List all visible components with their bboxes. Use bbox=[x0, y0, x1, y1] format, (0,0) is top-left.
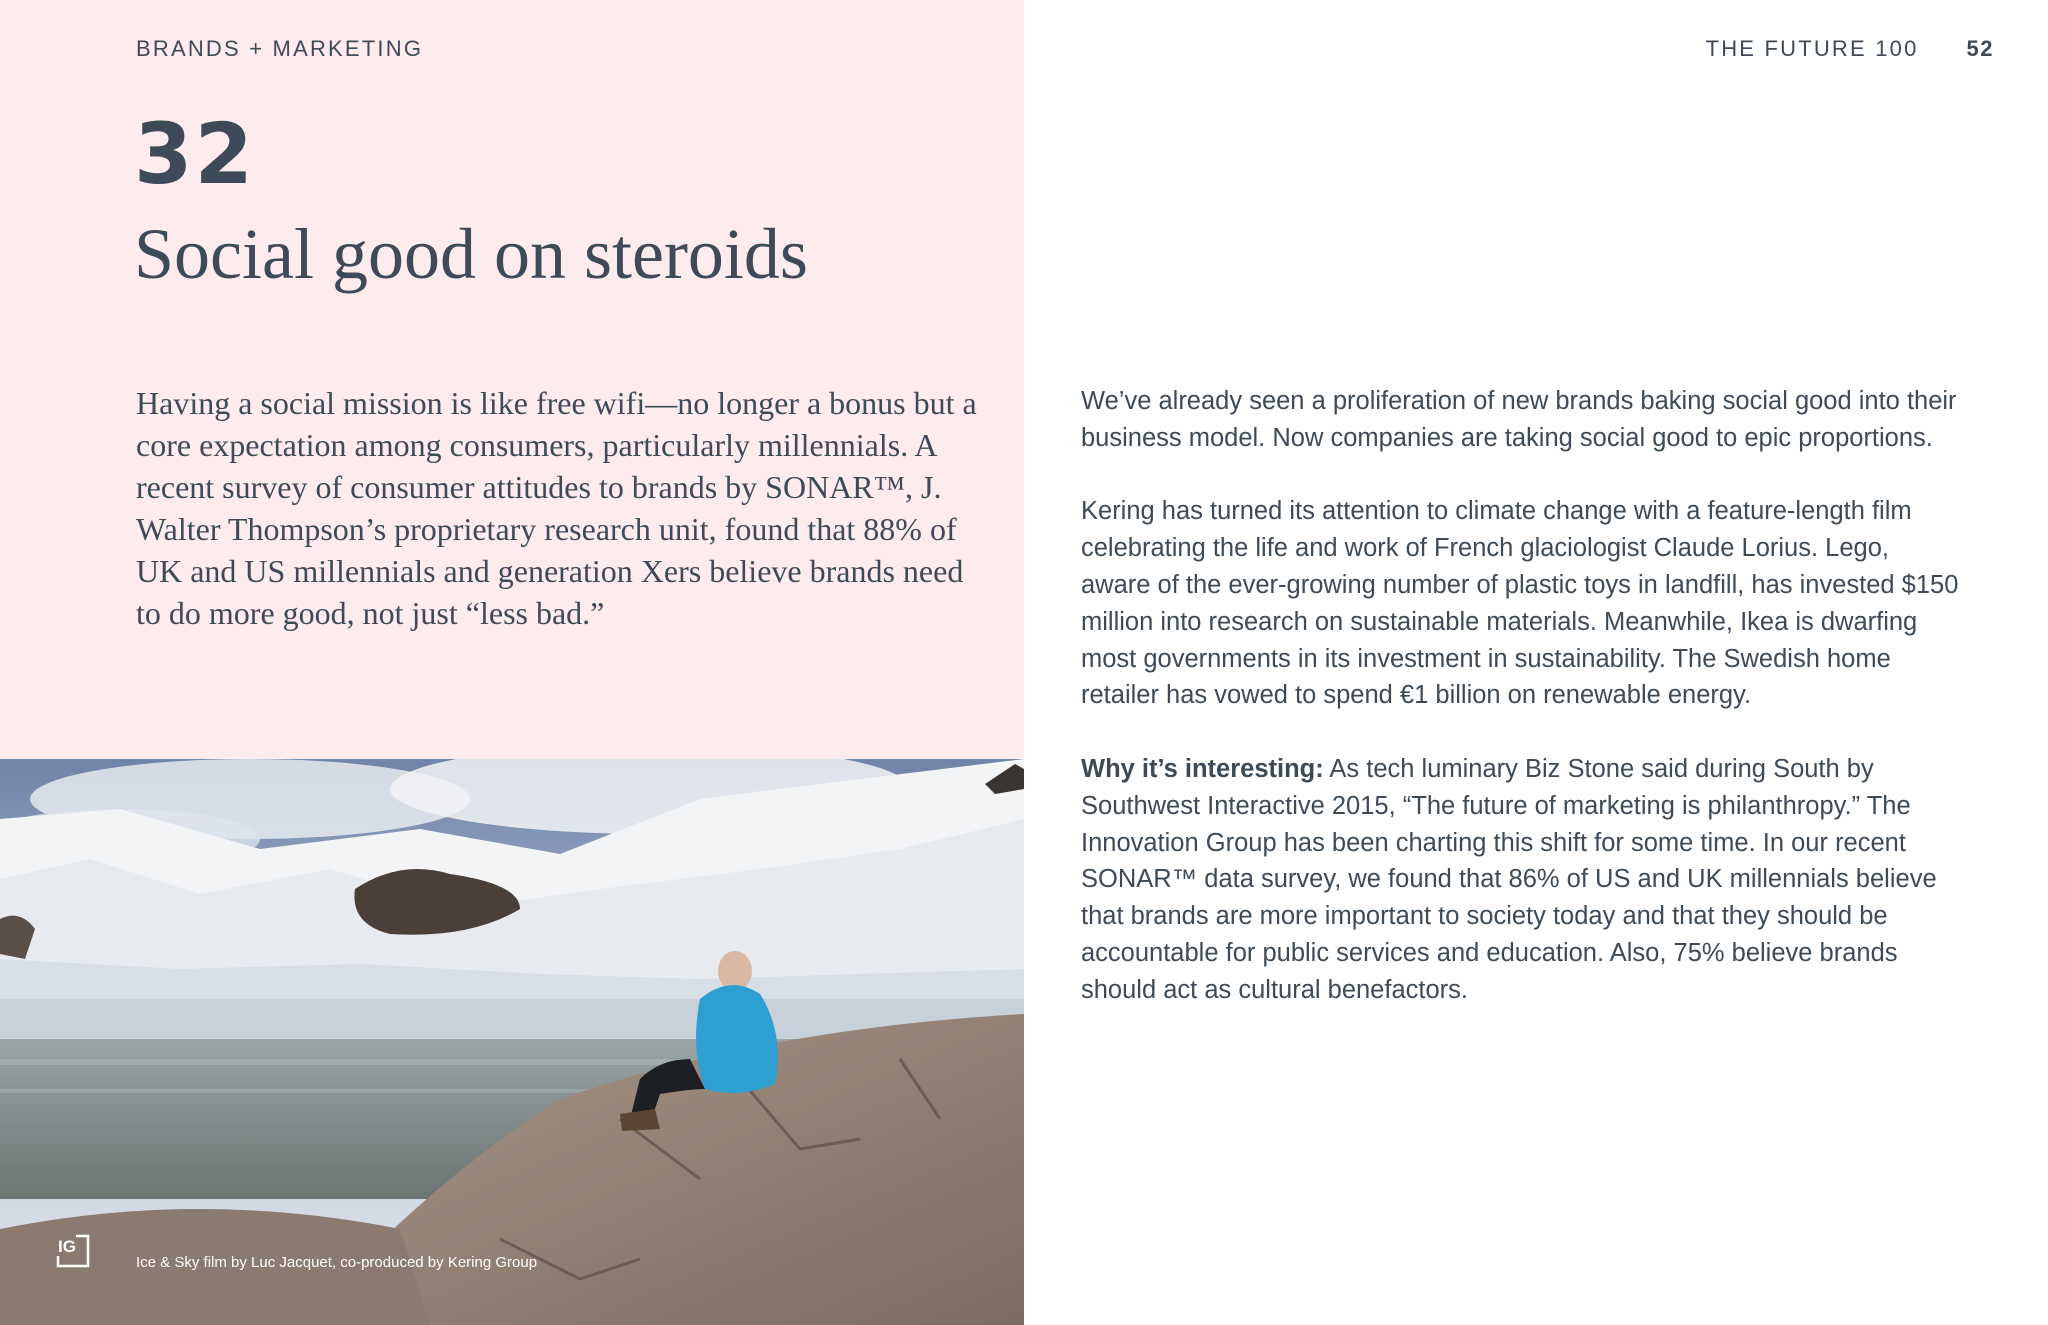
publication-title: THE FUTURE 100 bbox=[1705, 36, 1919, 61]
why-interesting-text: As tech luminary Biz Stone said during South by Southwest Interactive 2015, “The future of marketing is philanthropy.” The Innovation Group has been charting this shift for some time. In our recent SONAR™ data survey, we found that 86% of US and UK millennials believe that brands are more important to society today and that they should be accountable for public services and education. Also, 75% believe brands should act as cultural benefactors. bbox=[1081, 754, 1937, 1004]
ig-logo-text: IG bbox=[58, 1237, 76, 1256]
page-title: Social good on steroids bbox=[134, 214, 808, 294]
photo-caption: Ice & Sky film by Luc Jacquet, co-produced by Kering Group bbox=[136, 1254, 538, 1271]
page-number: 52 bbox=[1966, 36, 1994, 61]
hero-photo bbox=[0, 759, 1024, 1325]
body-text bbox=[1081, 383, 1961, 1045]
body-paragraph: We’ve already seen a proliferation of new brands baking social good into their business model. Now companies are taking social good to epic proportions. bbox=[1081, 387, 1957, 452]
why-interesting-paragraph bbox=[1081, 751, 1961, 1009]
trend-number: 32 bbox=[134, 105, 255, 203]
section-label: BRANDS + MARKETING bbox=[136, 36, 424, 61]
ig-logo-icon bbox=[56, 1234, 90, 1268]
why-interesting-label: Why it’s interesting: bbox=[1081, 754, 1324, 783]
running-header bbox=[1706, 36, 1994, 62]
body-paragraph: Kering has turned its attention to climate change with a feature-length film celebrating the life and work of French glaciologist Claude Lorius. Lego, aware of the ever-growing number of plastic toys in landfill, has invested $150 million into research on sustainable materials. Meanwhile, Ikea is dwarfing most governments in its investment in sustainability. The Swedish home retailer has vowed to spend €1 billion on renewable energy. bbox=[1081, 497, 1959, 710]
intro-paragraph: Having a social mission is like free wifi—no longer a bonus but a core expectation among consumers, particularly millennials. A recent survey of consumer attitudes to brands by SONAR™, J. Walter Thompson’s proprietary research unit, found that 88% of UK and US millennials and generation Xers believe brands need to do more good, not just “less bad.” bbox=[136, 385, 977, 631]
